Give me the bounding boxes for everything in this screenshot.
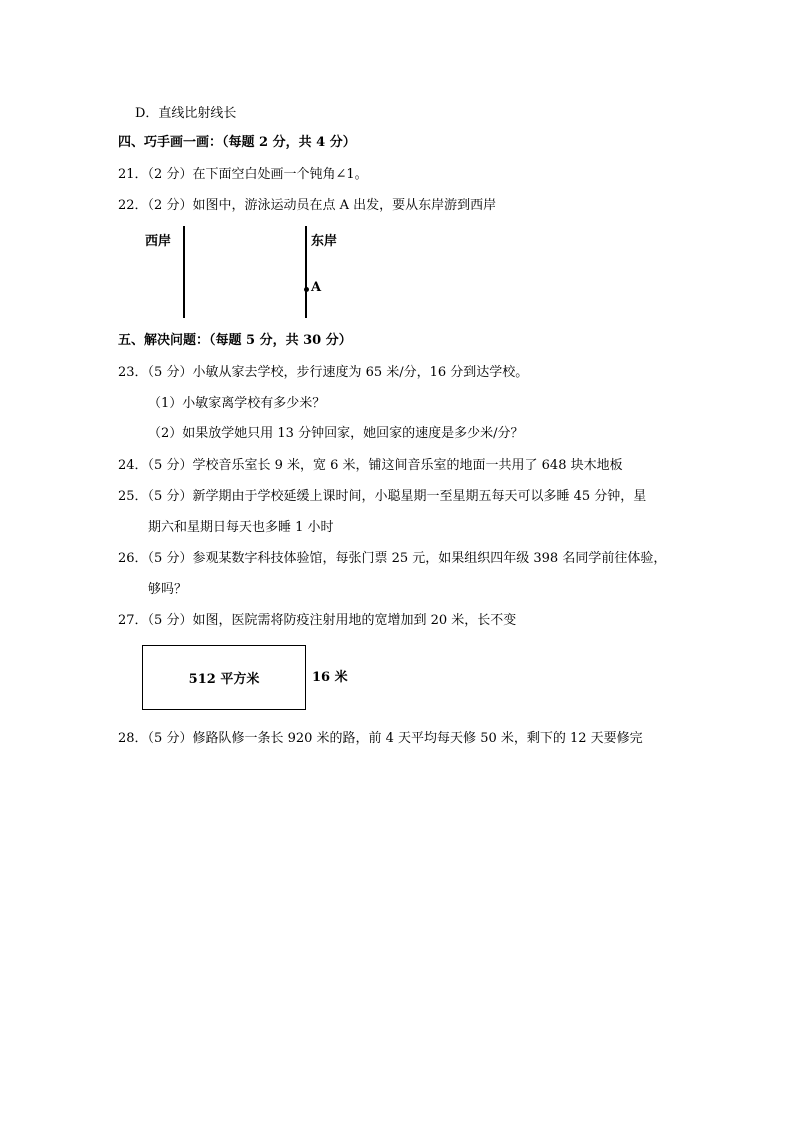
east-bank-label: 东岸 [311,234,338,249]
question-23: 23．（5 分）小敏从家去学校，步行速度为 65 米/分，16 分到达学校。 [118,365,529,380]
question-27: 27．（5 分）如图，医院需将防疫注射用地的宽增加到 20 米，长不变 [118,613,517,628]
option-d: D．直线比射线长 [135,106,237,121]
area-rectangle [142,645,306,710]
question-24: 24．（5 分）学校音乐室长 9 米，宽 6 米，铺这间音乐室的地面一共用了 648 块木地板 [118,458,623,473]
west-bank-label: 西岸 [145,234,172,249]
question-26-line-1: 26．（5 分）参观某数字科技体验馆，每张门票 25 元，如果组织四年级 398 名同学前往体验， [118,551,667,566]
question-22: 22．（2 分）如图中，游泳运动员在点 A 出发，要从东岸游到西岸 [118,198,497,213]
question-21: 21．（2 分）在下面空白处画一个钝角∠1。 [118,167,368,182]
question-28: 28．（5 分）修路队修一条长 920 米的路，前 4 天平均每天修 50 米，剩下的 12 天要修完 [118,731,643,746]
question-25-line-1: 25．（5 分）新学期由于学校延缓上课时间，小聪星期一至星期五每天可以多睡 45 分钟，星 [118,489,647,504]
question-25-line-2: 期六和星期日每天也多睡 1 小时 [148,520,334,535]
point-a-label: A [311,280,322,295]
point-a-marker [304,287,309,292]
question-26-line-2: 够吗？ [148,582,188,597]
area-label: 512 平方米 [188,672,260,687]
question-23-part-2: （2）如果放学她只用 13 分钟回家，她回家的速度是多少米/分？ [148,426,524,441]
section-4-heading: 四、巧手画一画：（每题 2 分，共 4 分） [118,135,356,150]
question-23-part-1: （1）小敏家离学校有多少米？ [148,396,326,411]
side-length-label: 16 米 [312,670,348,685]
west-bank-line [183,226,185,318]
section-5-heading: 五、解决问题：（每题 5 分，共 30 分） [118,333,352,348]
east-bank-line [305,226,307,318]
